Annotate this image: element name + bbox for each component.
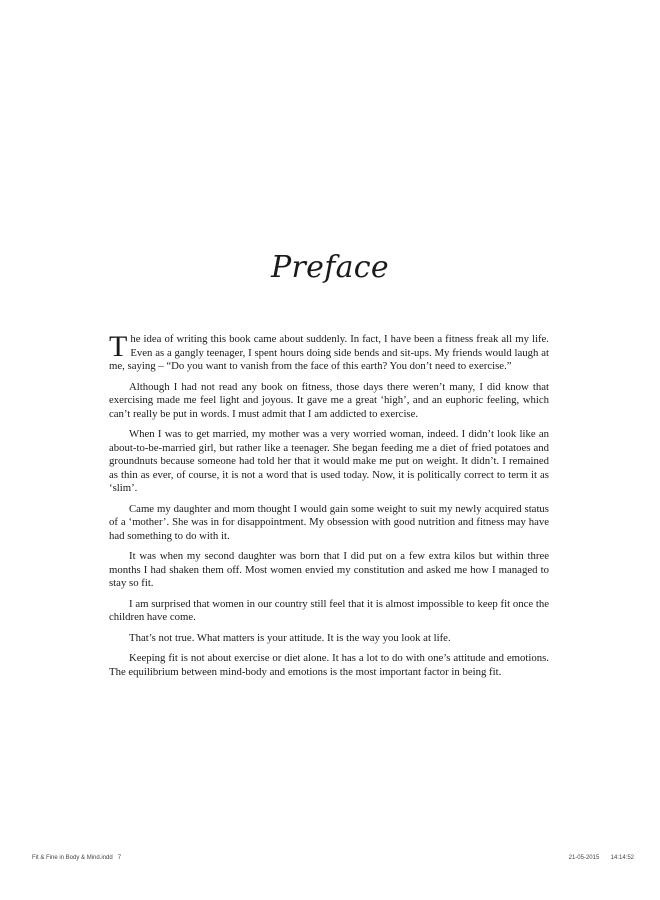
paragraph-8: Keeping fit is not about exercise or diet alone. It has a lot to do with one’s attitude and emotions. The equilibrium between mind-body and emotions is the most important factor in being fit.: [109, 652, 549, 678]
paragraph-1: [109, 330, 549, 374]
preface-body: [109, 330, 549, 686]
page-title: Preface: [271, 250, 389, 285]
footer-file-info: Fit & Fine in Body & Mind.indd 7: [32, 855, 122, 861]
paragraph-2: Although I had not read any book on fitness, those days there weren’t many, I did know that exercising made me feel light and joyous. It gave me a great ‘high’, and an euphoric feeling, which can’t really be put in words. I must admit that I am addicted to exercise.: [109, 380, 549, 420]
paragraph-4: Came my daughter and mom thought I would gain some weight to suit my newly acquired status of a ‘mother’. She was in for disappointment. My obsession with good nutrition and fitness may have had something to do with it.: [109, 502, 549, 542]
paragraph-7: That’s not true. What matters is your attitude. It is the way you look at life.: [129, 631, 451, 644]
paragraph-3: When I was to get married, my mother was a very worried woman, indeed. I didn’t look like an about-to-be-married girl, but rather like a teenager. She began feeding me a diet of fried potatoes and groundnuts because someone had told her that it would make me put on weight. It didn’t. I remained as thin as ever, of course, it is not a word that is used today. Now, it is politically correct to term it as ‘slim’.: [109, 428, 549, 494]
paragraph-5: It was when my second daughter was born that I did put on a few extra kilos but within three months I had shaken them off. Most women envied my constitution and asked me how I managed to stay so fit.: [109, 550, 549, 589]
paragraph-1-text: he idea of writing this book came about suddenly. In fact, I have been a fitness freak all my life. Even as a gangly teenager, I spent hours doing side bends and sit-ups. My friends would laugh at me, saying – “Do you want to vanish from the face of this earth? You don’t need to exercise.”: [109, 333, 549, 372]
paragraph-6: I am surprised that women in our country still feel that it is almost impossible to keep fit once the children have come.: [109, 597, 549, 623]
drop-cap: T: [109, 330, 128, 363]
footer-timestamp: 21-05-2015 14:14:52: [568, 855, 634, 861]
